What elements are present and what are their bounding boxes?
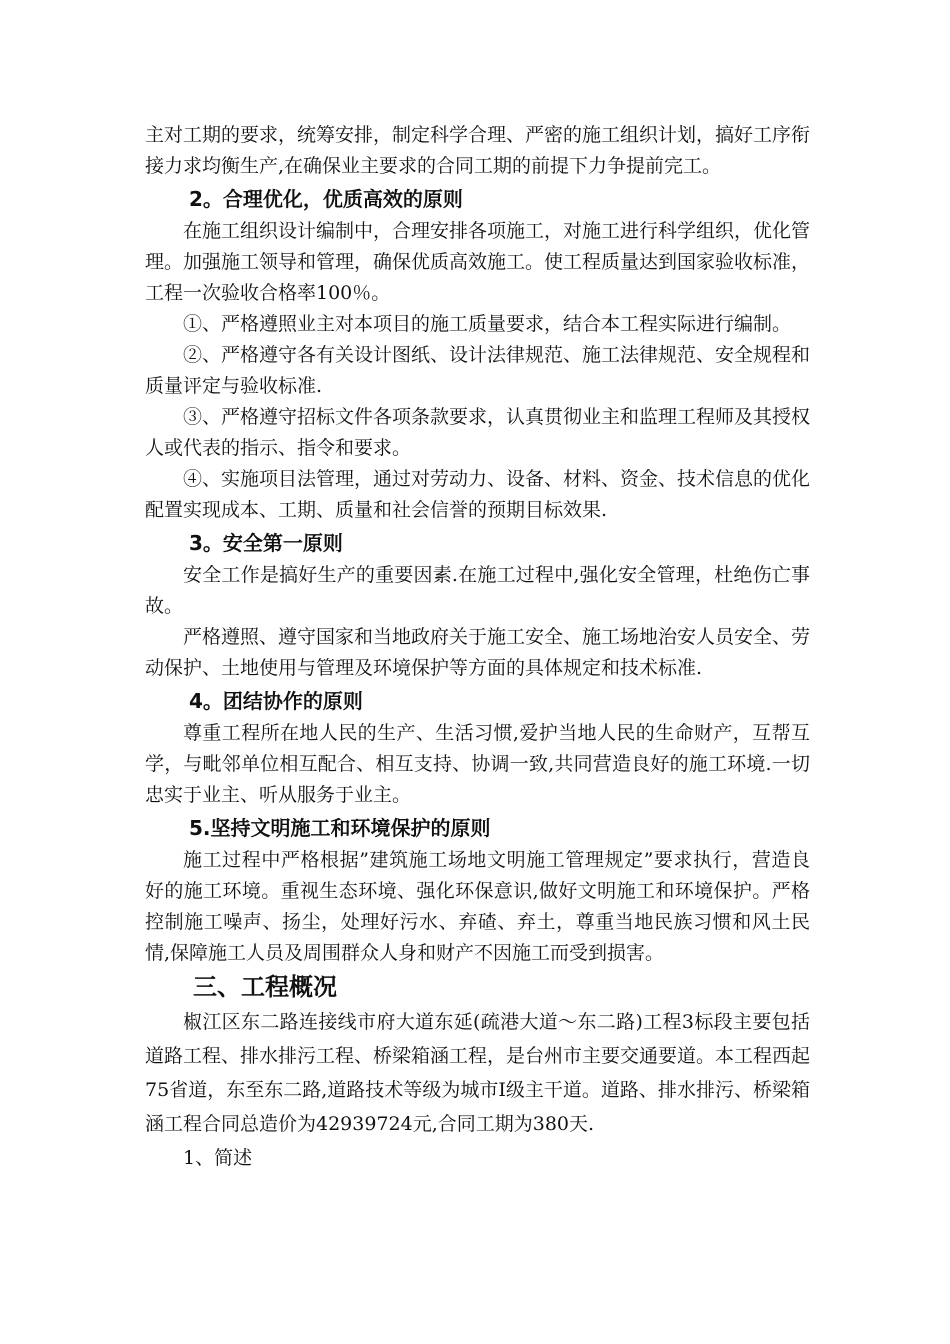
section-2-paragraph: 在施工组织设计编制中，合理安排各项施工，对施工进行科学组织，优化管理。加强施工领导和管理，确保优质高效施工。使工程质量达到国家验收标准，工程一次验收合格率100％。 <box>145 220 811 304</box>
section-5-heading: 5.坚持文明施工和环境保护的原则 <box>189 816 491 840</box>
section-3-paragraph-2: 严格遵照、遵守国家和当地政府关于施工安全、施工场地治安人员安全、劳动保护、土地使用与管理及环境保护等方面的具体规定和技术标准. <box>145 626 811 679</box>
section-2-item-2: ②、严格遵守各有关设计图纸、设计法律规范、施工法律规范、安全规程和质量评定与验收标准. <box>145 344 811 397</box>
section-4-paragraph: 尊重工程所在地人民的生产、生活习惯,爱护当地人民的生命财产，互帮互学，与毗邻单位相互配合、相互支持、协调一致,共同营造良好的施工环境.一切忠实于业主、听从服务于业主。 <box>145 722 810 806</box>
chapter-3-heading: 三、工程概况 <box>193 973 337 1001</box>
section-2-heading: 2。合理优化，优质高效的原则 <box>189 187 463 211</box>
chapter-3-block <box>145 969 810 1175</box>
section-2-item-1: ①、严格遵照业主对本项目的施工质量要求，结合本工程实际进行编制。 <box>183 313 792 335</box>
document-page <box>145 120 810 1175</box>
section-2-item-3: ③、严格遵守招标文件各项条款要求，认真贯彻业主和监理工程师及其授权人或代表的指示、指令和要求。 <box>145 406 811 459</box>
chapter-3-subheading: 1、简述 <box>183 1147 253 1169</box>
section-3-heading: 3。安全第一原则 <box>189 531 343 555</box>
section-5-paragraph: 施工过程中严格根据”建筑施工场地文明施工管理规定”要求执行，营造良好的施工环境。重视生态环境、强化环保意识,做好文明施工和环境保护。严格控制施工噪声、扬尘，处理好污水、弃碴、弃土，尊重当地民族习惯和风土民情,保障施工人员及周围群众人身和财产不因施工而受到损害。 <box>145 849 810 964</box>
intro-paragraph: 主对工期的要求，统筹安排，制定科学合理、严密的施工组织计划，搞好工序衔接力求均衡生产,在确保业主要求的合同工期的前提下力争提前完工。 <box>145 124 811 177</box>
section-3-paragraph-1: 安全工作是搞好生产的重要因素.在施工过程中,强化安全管理，杜绝伤亡事故。 <box>145 564 810 617</box>
section-4-heading: 4。团结协作的原则 <box>189 689 363 713</box>
section-2-item-4: ④、实施项目法管理，通过对劳动力、设备、材料、资金、技术信息的优化配置实现成本、工期、质量和社会信誉的预期目标效果. <box>145 468 811 521</box>
chapter-3-paragraph: 椒江区东二路连接线市府大道东延(疏港大道～东二路)工程3标段主要包括道路工程、排水排污工程、桥梁箱涵工程，是台州市主要交通要道。本工程西起75省道，东至东二路,道路技术等级为城市Ⅰ级主干道。道路、排水排污、桥梁箱涵工程合同总造价为42939724元,合同工期为380天. <box>145 1011 811 1135</box>
